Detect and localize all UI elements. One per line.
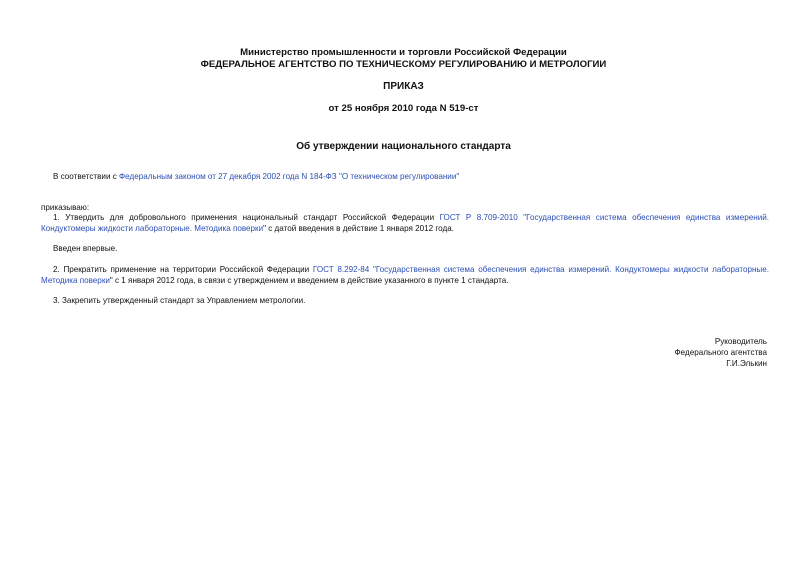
item-1-suffix: " с датой введения в действие 1 января 2012 года. — [263, 224, 454, 233]
preamble-prefix: В соответствии с — [53, 172, 120, 181]
gost-8-292-link[interactable]: ГОСТ 8.292-84 "Государственная система обеспечения единства измерений. Кондуктомеры жидкости лабораторные. Методика поверки — [41, 265, 769, 285]
ministry-title: Министерство промышленности и торговли Российской Федерации — [240, 47, 567, 58]
item-2-suffix: " с 1 января 2012 года, в связи с утверждением и введением в действие указанного в пункте 1 стандарта. — [109, 276, 509, 285]
order-word: приказываю: — [41, 203, 90, 212]
signature-title: Руководитель — [714, 337, 767, 346]
federal-law-link[interactable]: Федеральным законом от 27 декабря 2002 года N 184-ФЗ "О техническом регулировании" — [119, 172, 460, 181]
introduced-note: Введен впервые. — [53, 244, 118, 253]
signature-org: Федерального агентства — [674, 348, 767, 357]
item-2-prefix: 2. Прекратить применение на территории Российской Федерации — [53, 265, 313, 274]
signature-name: Г.И.Элькин — [726, 359, 767, 368]
item-1-prefix: 1. Утвердить для добровольного применения национальный стандарт Российской Федерации — [53, 213, 440, 222]
gost-r-8-709-link[interactable]: ГОСТ Р 8.709-2010 "Государственная система обеспечения единства измерений. Кондуктомеры жидкости лабораторные. Методика поверки — [41, 213, 769, 233]
item-2-paragraph — [41, 264, 769, 286]
agency-title: ФЕДЕРАЛЬНОЕ АГЕНТСТВО ПО ТЕХНИЧЕСКОМУ РЕГУЛИРОВАНИЮ И МЕТРОЛОГИИ — [200, 59, 607, 70]
item-1-paragraph — [41, 212, 769, 234]
document-type: ПРИКАЗ — [383, 81, 424, 92]
document-subject: Об утверждении национального стандарта — [296, 141, 511, 152]
preamble-paragraph — [53, 171, 459, 182]
item-3-paragraph: 3. Закрепить утвержденный стандарт за Управлением метрологии. — [53, 296, 306, 305]
document-date-number: от 25 ноября 2010 года N 519-ст — [328, 103, 479, 114]
